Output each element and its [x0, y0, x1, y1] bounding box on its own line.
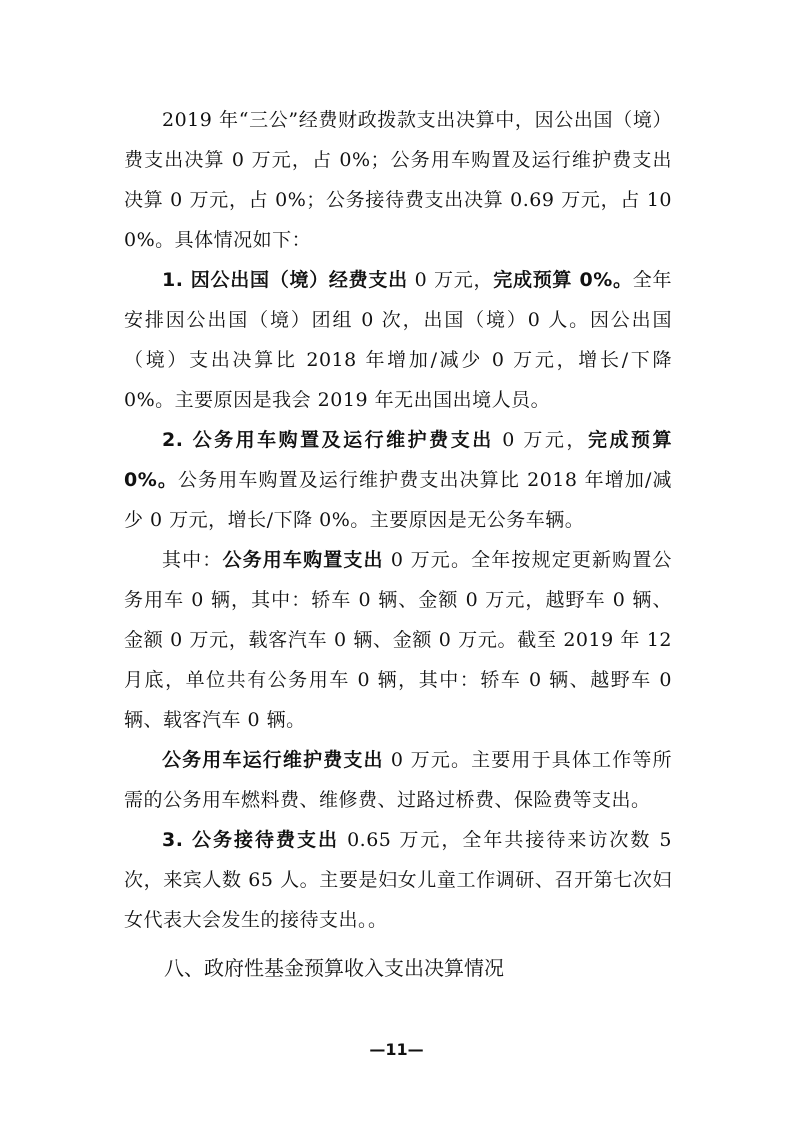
vehicle-maintenance-heading: 公务用车运行维护费支出: [162, 749, 384, 771]
paragraph-vehicles: [124, 420, 672, 540]
vehicles-heading: 2. 公务用车购置及运行维护费支出: [162, 429, 494, 451]
vehicles-budget-completion: 完成预算 0%。: [124, 429, 672, 491]
paragraph-vehicle-purchase: [124, 540, 672, 740]
summary-text: 2019 年“三公”经费财政拨款支出决算中，因公出国（境）费支出决算 0 万元，占 0%；公务用车购置及运行维护费支出决算 0 万元，占 0%；公务接待费支出决算 0.69 万元，占 100%。具体情况如下：: [124, 109, 672, 251]
vehicles-amount: 0 万元，: [493, 429, 588, 451]
section-title: 八、政府性基金预算收入支出决算情况: [164, 956, 504, 980]
page-number: —11—: [369, 1040, 424, 1059]
overseas-budget-completion: 完成预算 0%。: [493, 269, 633, 291]
overseas-detail: 全年安排因公出国（境）团组 0 次，出国（境）0 人。因公出国（境）支出决算比 2018 年增加/减少 0 万元，增长/下降 0%。主要原因是我会 2019 年无出国出境人员。: [124, 269, 672, 411]
overseas-amount: 0 万元，: [407, 269, 494, 291]
paragraph-overseas: [124, 260, 672, 420]
vehicle-purchase-prefix: 其中：: [162, 549, 223, 571]
paragraph-vehicle-maintenance: [124, 740, 672, 820]
vehicle-purchase-detail: 0 万元。全年按规定更新购置公务用车 0 辆，其中：轿车 0 辆、金额 0 万元，越野车 0 辆、金额 0 万元，载客汽车 0 辆、金额 0 万元。截至 2019 年 12 月底，单位共有公务用车 0 辆，其中：轿车 0 辆、越野车 0 辆、载客汽车 0 辆。: [124, 549, 672, 731]
vehicles-detail: 公务用车购置及运行维护费支出决算比 2018 年增加/减少 0 万元，增长/下降 0%。主要原因是无公务车辆。: [124, 469, 672, 531]
reception-detail: 0.65 万元，全年共接待来访次数 5 次，来宾人数 65 人。主要是妇女儿童工作调研、召开第七次妇女代表大会发生的接待支出。。: [124, 829, 672, 931]
reception-heading: 3. 公务接待费支出: [162, 829, 340, 851]
document-body: [124, 100, 672, 988]
vehicle-maintenance-detail: 0 万元。主要用于具体工作等所需的公务用车燃料费、维修费、过路过桥费、保险费等支出。: [124, 749, 672, 811]
paragraph-reception: [124, 820, 672, 940]
paragraph-summary: [124, 100, 672, 260]
vehicle-purchase-heading: 公务用车购置支出: [222, 549, 384, 571]
overseas-heading: 1. 因公出国（境）经费支出: [162, 269, 408, 291]
